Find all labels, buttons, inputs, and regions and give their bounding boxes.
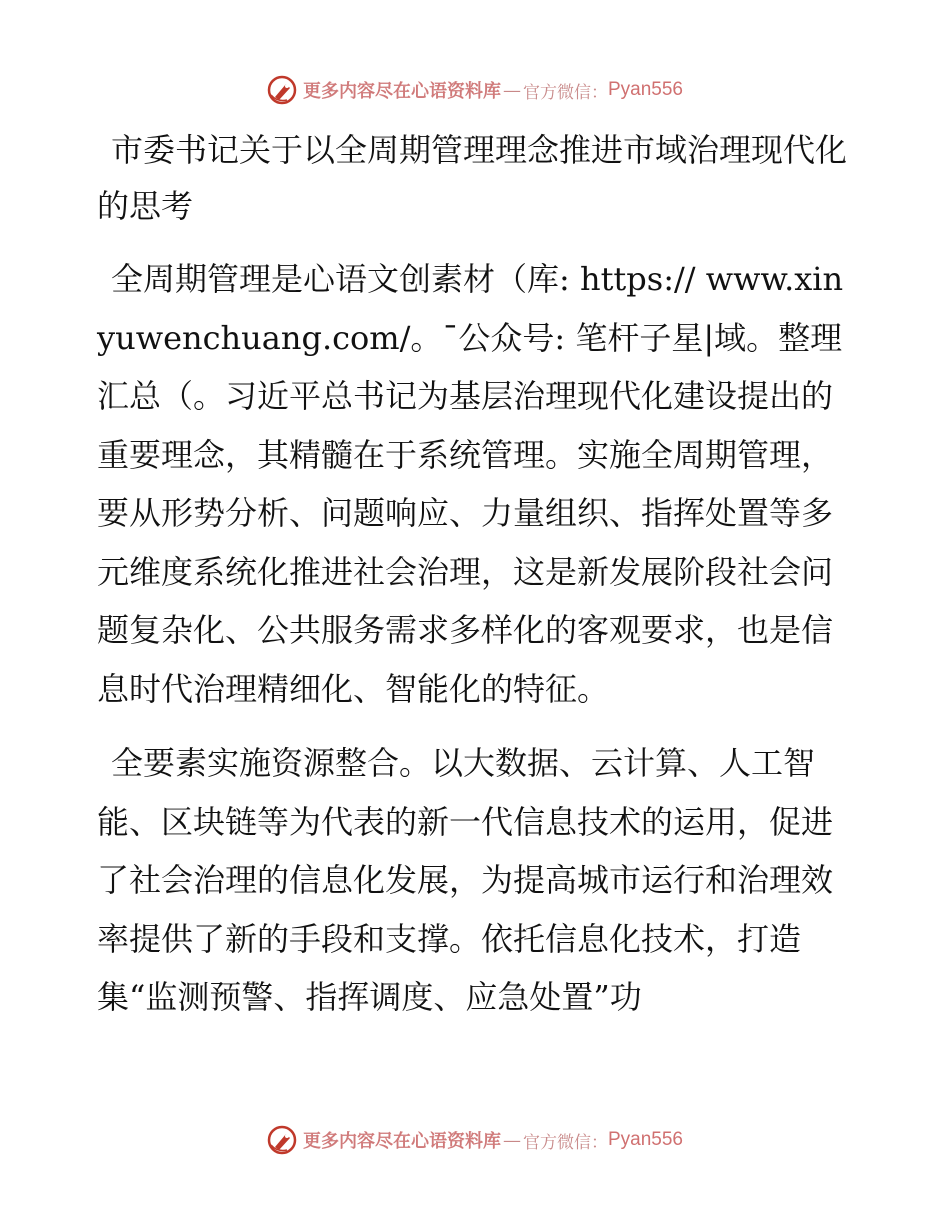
wechat-label: 官方微信： — [522, 1132, 608, 1153]
paragraph: 全周期管理是心语文创素材（库: https:// www.xinyuwenchuang.com/。¯公众号: 笔杆子星|域。整理汇总（。习近平总书记为基层治理现代化建设提出的重要理念，其精髓在于系统管理。实施全周期管理，要从形势分析、问题响应、力量组织、指挥处置等多元维度系统化推进社会治理，这是新发展阶段社会问题复杂化、公共服务需求多样化的客观要求，也是信息时代治理精细化、智能化的特征。 — [97, 260, 844, 708]
paragraph: 全要素实施资源整合。以大数据、云计算、人工智能、区块链等为代表的新一代信息技术的运用，促进了社会治理的信息化发展，为提高城市运行和治理效率提供了新的手段和支撑。依托信息化技术，打造集“监测预警、指挥调度、应急处置”功 — [97, 744, 834, 1016]
wechat-id: Pyan556 — [607, 79, 683, 100]
document-body — [97, 122, 857, 1043]
wechat-label: 官方微信： — [522, 82, 608, 103]
document-title: 市委书记关于以全周期管理理念推进市域治理现代化的思考 — [97, 131, 848, 225]
banner-text: 更多内容尽在心语资料库 — [302, 81, 501, 102]
banner-separator: — — [502, 79, 521, 101]
header-banner — [0, 70, 950, 110]
pen-nib-logo-icon — [267, 75, 297, 105]
footer-banner — [0, 1120, 950, 1160]
wechat-id: Pyan556 — [607, 1129, 683, 1150]
pen-nib-logo-icon — [267, 1125, 297, 1155]
banner-separator: — — [502, 1129, 521, 1151]
banner-text: 更多内容尽在心语资料库 — [302, 1131, 501, 1152]
